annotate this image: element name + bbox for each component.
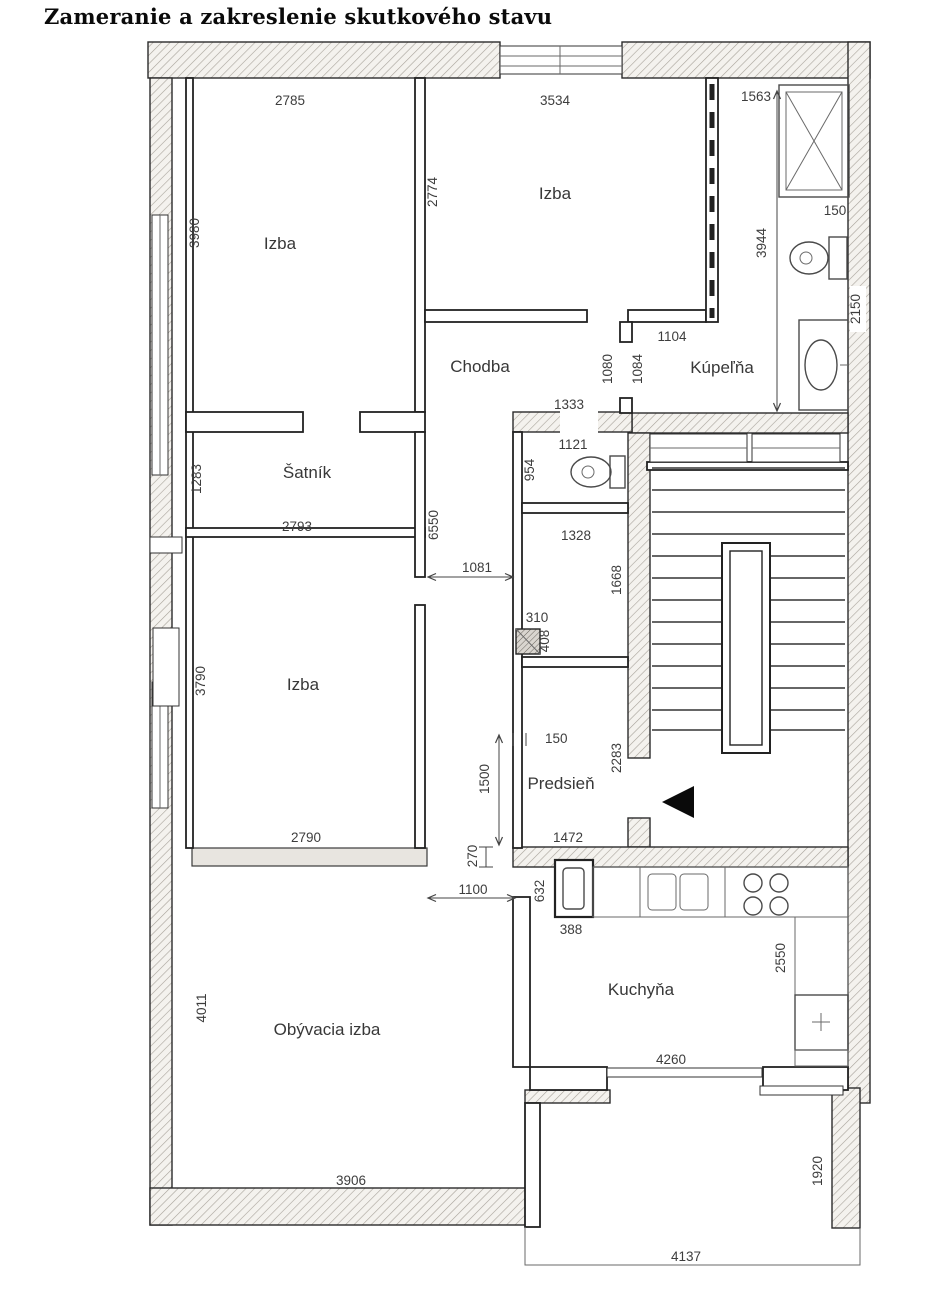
dim-1080: 1080 (600, 353, 615, 385)
stove-burner (744, 897, 762, 915)
dim-310: 310 (525, 610, 549, 625)
wall-satnik-top-a (186, 412, 303, 432)
bath-sink-basin (805, 340, 837, 390)
wall-izba-n-bottom-b (628, 310, 706, 322)
wall-stairwell-left-upper (628, 433, 650, 758)
wall-kitchen-left (513, 897, 530, 1067)
wall-living-bottom (150, 1188, 533, 1225)
dim-3534: 3534 (539, 93, 571, 108)
dim-2283: 2283 (609, 742, 624, 774)
kitchen-appliance-top (795, 917, 848, 995)
dim-2790: 2790 (290, 830, 322, 845)
wall-izba-nw-right (415, 78, 425, 412)
wall-stair-window-sill (647, 462, 848, 470)
wc-toilet-tank (610, 456, 625, 488)
toilet-tank (829, 237, 847, 279)
balcony-door-panel-1 (607, 1068, 762, 1077)
counter-sink-bowl (648, 874, 676, 910)
dim-4011: 4011 (194, 993, 209, 1023)
wall-stairwell-left-lower (628, 818, 650, 847)
room-label-predsien: Predsieň (527, 774, 595, 793)
kitchen-appliance-bottom (795, 1050, 848, 1066)
wc-toilet-bowl (571, 457, 611, 487)
dim-150a: 150 (823, 203, 847, 218)
dim-1084: 1084 (630, 353, 645, 385)
dim-2550: 2550 (773, 942, 788, 974)
wall-izba-w-right-a (415, 432, 425, 577)
dim-2785: 2785 (274, 93, 306, 108)
dim-388: 388 (559, 922, 583, 937)
stove-burner (770, 897, 788, 915)
radiator-niche (153, 628, 179, 706)
dim-1121: 1121 (558, 437, 588, 452)
page-title: Zameranie a zakreslenie skutkového stavu (44, 4, 553, 29)
wall-balcony-top-left (525, 1090, 610, 1103)
toilet-bowl-detail (800, 252, 812, 264)
wall-living-top (192, 848, 427, 866)
dim-1283: 1283 (189, 463, 204, 495)
dim-1333: 1333 (553, 397, 585, 412)
dim-1081: 1081 (461, 560, 493, 575)
room-label-kuchyna: Kuchyňa (607, 980, 675, 999)
dim-3906: 3906 (335, 1173, 367, 1188)
dim-1920: 1920 (810, 1155, 825, 1187)
wall-left-inner (186, 78, 193, 848)
dim-1472: 1472 (552, 830, 584, 845)
dim-1563: 1563 (740, 89, 772, 104)
wall-right (848, 42, 870, 1103)
room-label-kupelna: Kúpeľňa (690, 358, 754, 377)
wall-top-left (148, 42, 500, 78)
wall-izba-n-bottom-a (425, 310, 587, 322)
room-label-chodba: Chodba (450, 357, 510, 376)
balcony-door-panel-2 (760, 1086, 843, 1095)
dim-4137: 4137 (670, 1249, 702, 1264)
wall-top-right (622, 42, 870, 78)
wall-kitchen-bottom-a (530, 1067, 607, 1090)
dim-3980: 3980 (187, 217, 202, 249)
wall-wc-bottom (522, 503, 628, 513)
dim-2793: 2793 (281, 519, 313, 534)
stair-stringer-inner (730, 551, 762, 745)
wall-izba-w-right-b (415, 605, 425, 848)
room-label-izba-nw: Izba (263, 234, 297, 253)
wc-toilet-detail (582, 466, 594, 478)
room-label-izba-n: Izba (538, 184, 572, 203)
window-top (500, 46, 622, 74)
wc-door-gap (560, 410, 598, 434)
wall-bath-bottom (632, 413, 848, 433)
dim-1104: 1104 (657, 329, 687, 344)
stove-burner (770, 874, 788, 892)
dim-150b: 150 (545, 731, 568, 746)
wall-chodba-kupelna-b (620, 398, 632, 413)
wall-predsien-top (522, 657, 628, 667)
staircase (652, 468, 845, 818)
toilet-bowl (790, 242, 828, 274)
dim-270: 270 (465, 844, 480, 868)
dim-3790: 3790 (193, 665, 208, 697)
dim-6550: 6550 (426, 509, 441, 541)
dim-3944: 3944 (754, 227, 769, 259)
stove-burner (744, 874, 762, 892)
dim-954: 954 (522, 458, 537, 482)
dim-1328: 1328 (560, 528, 592, 543)
wall-satnik-top-b (360, 412, 425, 432)
wall-balcony-right (832, 1088, 860, 1228)
counter-sink-bowl (680, 874, 708, 910)
dim-1668: 1668 (609, 564, 624, 596)
kitchen-counter (593, 867, 848, 917)
wall-chodba-kupelna-a (620, 322, 632, 342)
dim-2774: 2774 (425, 176, 440, 208)
room-label-satnik: Šatník (282, 463, 332, 482)
dim-1500: 1500 (477, 763, 492, 795)
dim-4260: 4260 (655, 1052, 687, 1067)
dim-2150: 2150 (848, 293, 863, 325)
dim-1100: 1100 (458, 882, 488, 897)
room-label-obyvacia: Obývacia izba (273, 1020, 381, 1039)
entrance-direction-arrow (662, 786, 694, 818)
room-label-izba-w: Izba (286, 675, 320, 694)
wall-balcony-left (525, 1103, 540, 1227)
dim-632: 632 (532, 879, 547, 903)
dim-408: 408 (537, 629, 552, 653)
radiator-niche (150, 537, 182, 553)
